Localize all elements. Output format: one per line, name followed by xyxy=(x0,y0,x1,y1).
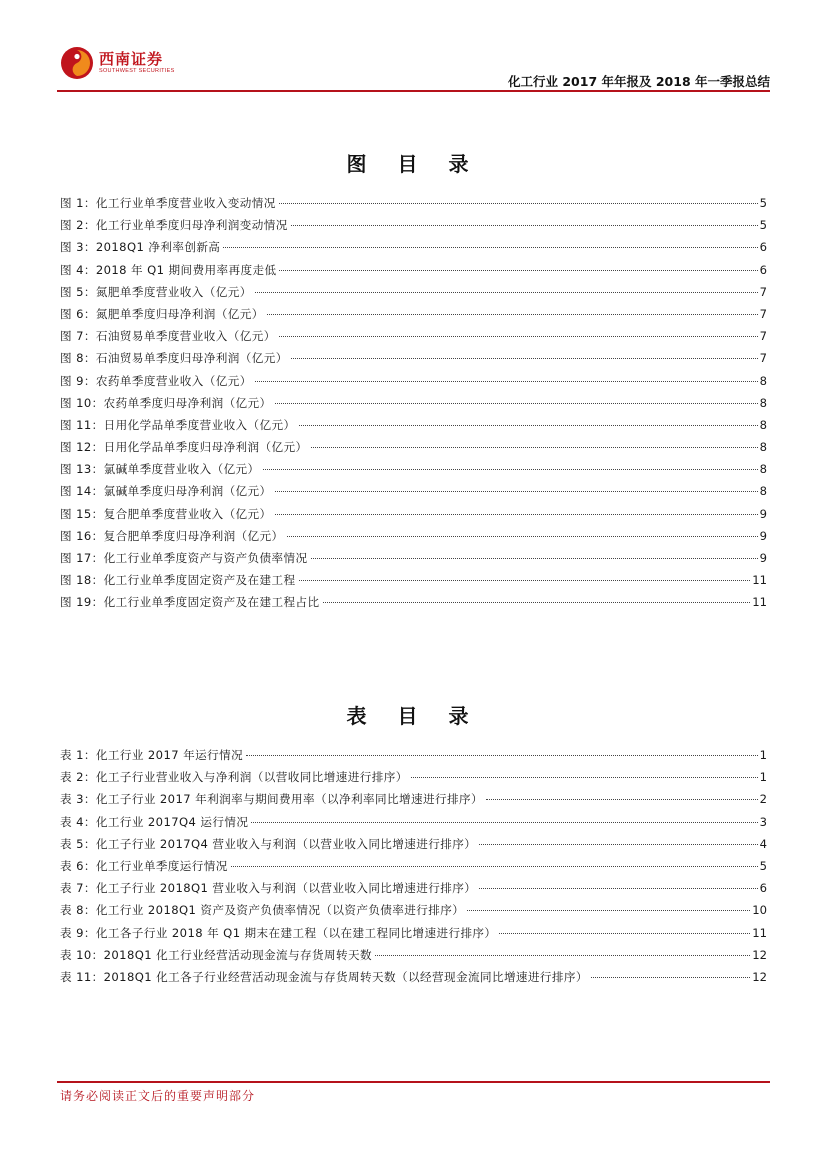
figure-toc-entry[interactable] xyxy=(60,214,767,236)
toc-entry-page: 6 xyxy=(759,240,767,255)
figure-toc-entry[interactable] xyxy=(60,392,767,414)
table-toc-entry[interactable] xyxy=(60,899,767,921)
toc-entry-label: 图 1：化工行业单季度营业收入变动情况 xyxy=(60,196,276,210)
figure-toc-entry[interactable] xyxy=(60,547,767,569)
table-toc-entry[interactable] xyxy=(60,944,767,966)
toc-entry-label: 图 17：化工行业单季度资产与资产负债率情况 xyxy=(60,551,308,565)
toc-entry-label: 图 12：日用化学品单季度归母净利润（亿元） xyxy=(60,440,308,455)
logo-english-name: SOUTHWEST SECURITIES xyxy=(99,68,175,74)
toc-leader-dots xyxy=(279,270,757,271)
toc-entry-page: 5 xyxy=(759,858,767,873)
toc-leader-dots xyxy=(251,822,757,823)
toc-entry-label: 表 8：化工行业 2018Q1 资产及资产负债率情况（以资产负债率进行排序） xyxy=(60,903,465,918)
toc-entry-label: 表 3：化工子行业 2017 年利润率与期间费用率（以净利率同比增速进行排序） xyxy=(60,792,483,807)
toc-entry-label: 表 5：化工子行业 2017Q4 营业收入与利润（以营业收入同比增速进行排序） xyxy=(60,836,477,851)
toc-entry-page: 9 xyxy=(759,551,767,565)
toc-entry-page: 7 xyxy=(759,329,767,344)
figure-toc-entry[interactable] xyxy=(60,281,767,303)
toc-leader-dots xyxy=(375,955,750,956)
figure-toc-entry[interactable] xyxy=(60,370,767,392)
toc-entry-page: 8 xyxy=(759,440,767,455)
toc-leader-dots xyxy=(255,381,758,382)
toc-entry-page: 4 xyxy=(759,836,767,851)
toc-entry-page: 7 xyxy=(759,284,767,299)
toc-entry-page: 9 xyxy=(759,528,767,543)
figure-toc-entry[interactable] xyxy=(60,303,767,325)
toc-entry-label: 表 6：化工行业单季度运行情况 xyxy=(60,858,228,873)
figure-toc-entry[interactable] xyxy=(60,480,767,502)
toc-entry-page: 2 xyxy=(759,792,767,807)
table-toc-entry[interactable] xyxy=(60,833,767,855)
toc-leader-dots xyxy=(246,755,758,756)
table-toc-entry[interactable] xyxy=(60,966,767,988)
toc-entry-page: 12 xyxy=(752,969,767,984)
toc-leader-dots xyxy=(223,247,757,248)
figure-toc-entry[interactable] xyxy=(60,436,767,458)
toc-entry-page: 6 xyxy=(759,881,767,896)
figure-toc-entry[interactable] xyxy=(60,347,767,369)
toc-leader-dots xyxy=(411,777,758,778)
toc-entry-page: 11 xyxy=(752,595,767,610)
toc-entry-label: 图 13：氯碱单季度营业收入（亿元） xyxy=(60,462,260,477)
toc-leader-dots xyxy=(299,580,751,581)
toc-entry-label: 图 11：日用化学品单季度营业收入（亿元） xyxy=(60,417,296,432)
toc-leader-dots xyxy=(275,514,758,515)
toc-leader-dots xyxy=(311,447,758,448)
toc-entry-label: 图 16：复合肥单季度归母净利润（亿元） xyxy=(60,528,284,543)
table-toc-title: 表 目 录 xyxy=(346,704,481,728)
toc-entry-label: 表 1：化工行业 2017 年运行情况 xyxy=(60,748,244,762)
toc-entry-page: 9 xyxy=(759,506,767,521)
toc-entry-page: 1 xyxy=(759,770,767,785)
toc-entry-label: 图 5：氮肥单季度营业收入（亿元） xyxy=(60,284,252,299)
toc-entry-page: 7 xyxy=(759,351,767,366)
toc-entry-page: 8 xyxy=(759,462,767,477)
company-logo xyxy=(60,46,175,80)
toc-leader-dots xyxy=(479,844,757,845)
toc-entry-label: 图 19：化工行业单季度固定资产及在建工程占比 xyxy=(60,595,320,610)
header-divider xyxy=(57,90,770,92)
figure-toc-entry[interactable] xyxy=(60,259,767,281)
toc-entry-label: 图 9：农药单季度营业收入（亿元） xyxy=(60,373,252,388)
toc-leader-dots xyxy=(323,602,751,603)
table-toc-entry[interactable] xyxy=(60,877,767,899)
toc-leader-dots xyxy=(279,203,758,204)
figure-toc-list xyxy=(60,192,767,614)
toc-entry-page: 6 xyxy=(759,262,767,277)
page-header xyxy=(60,46,770,92)
toc-entry-label: 图 14：氯碱单季度归母净利润（亿元） xyxy=(60,484,272,499)
figure-toc-entry[interactable] xyxy=(60,503,767,525)
toc-entry-label: 图 2：化工行业单季度归母净利润变动情况 xyxy=(60,218,288,233)
toc-entry-label: 表 4：化工行业 2017Q4 运行情况 xyxy=(60,814,249,829)
logo-mark-icon xyxy=(60,46,94,80)
toc-leader-dots xyxy=(299,425,758,426)
toc-entry-label: 图 18：化工行业单季度固定资产及在建工程 xyxy=(60,573,296,588)
toc-entry-label: 图 3：2018Q1 净利率创新高 xyxy=(60,240,221,255)
toc-leader-dots xyxy=(275,403,758,404)
toc-entry-label: 图 10：农药单季度归母净利润（亿元） xyxy=(60,395,272,410)
toc-entry-page: 7 xyxy=(759,306,767,321)
toc-entry-page: 11 xyxy=(752,573,767,588)
table-toc-entry[interactable] xyxy=(60,788,767,810)
figure-toc-title: 图 目 录 xyxy=(346,152,481,176)
footer-disclaimer: 请务必阅读正文后的重要声明部分 xyxy=(60,1089,256,1103)
toc-entry-label: 表 7：化工子行业 2018Q1 营业收入与利润（以营业收入同比增速进行排序） xyxy=(60,881,477,896)
toc-entry-label: 图 7：石油贸易单季度营业收入（亿元） xyxy=(60,329,276,344)
table-toc-entry[interactable] xyxy=(60,811,767,833)
toc-leader-dots xyxy=(591,977,750,978)
toc-leader-dots xyxy=(311,558,758,559)
toc-entry-page: 8 xyxy=(759,373,767,388)
toc-leader-dots xyxy=(479,888,757,889)
toc-entry-label: 图 15：复合肥单季度营业收入（亿元） xyxy=(60,506,272,521)
toc-leader-dots xyxy=(231,866,758,867)
toc-entry-label: 图 8：石油贸易单季度归母净利润（亿元） xyxy=(60,351,288,366)
toc-entry-page: 8 xyxy=(759,395,767,410)
toc-entry-page: 12 xyxy=(752,947,767,962)
toc-entry-label: 表 2：化工子行业营业收入与净利润（以营收同比增速进行排序） xyxy=(60,770,408,785)
toc-leader-dots xyxy=(255,292,758,293)
footer-divider xyxy=(57,1081,770,1083)
report-title: 化工行业 2017 年年报及 2018 年一季报总结 xyxy=(508,74,770,89)
toc-entry-label: 图 4：2018 年 Q1 期间费用率再度走低 xyxy=(60,262,277,277)
table-toc-entry[interactable] xyxy=(60,766,767,788)
figure-toc-entry[interactable] xyxy=(60,458,767,480)
logo-chinese-name: 西南证券 xyxy=(99,50,164,68)
figure-toc-entry[interactable] xyxy=(60,192,767,214)
toc-entry-label: 表 11：2018Q1 化工各子行业经营活动现金流与存货周转天数（以经营现金流同比增速进行排序） xyxy=(60,969,588,984)
toc-entry-page: 11 xyxy=(752,925,767,940)
toc-entry-page: 8 xyxy=(759,484,767,499)
toc-leader-dots xyxy=(486,799,758,800)
toc-leader-dots xyxy=(287,536,758,537)
table-toc-list xyxy=(60,744,767,988)
toc-entry-page: 1 xyxy=(759,748,767,762)
figure-toc-entry[interactable] xyxy=(60,525,767,547)
toc-entry-page: 5 xyxy=(759,218,767,233)
toc-entry-label: 表 9：化工各子行业 2018 年 Q1 期末在建工程（以在建工程同比增速进行排序） xyxy=(60,925,497,940)
toc-entry-page: 5 xyxy=(759,196,767,210)
toc-leader-dots xyxy=(275,491,758,492)
toc-leader-dots xyxy=(291,358,758,359)
figure-toc-entry[interactable] xyxy=(60,236,767,258)
toc-entry-page: 10 xyxy=(752,903,767,918)
table-toc-entry[interactable] xyxy=(60,744,767,766)
table-toc-entry[interactable] xyxy=(60,922,767,944)
toc-leader-dots xyxy=(467,910,750,911)
figure-toc-entry[interactable] xyxy=(60,325,767,347)
toc-leader-dots xyxy=(279,336,758,337)
toc-entry-page: 3 xyxy=(759,814,767,829)
figure-toc-entry[interactable] xyxy=(60,591,767,613)
figure-toc-entry[interactable] xyxy=(60,414,767,436)
toc-entry-label: 图 6：氮肥单季度归母净利润（亿元） xyxy=(60,306,264,321)
toc-entry-page: 8 xyxy=(759,417,767,432)
table-toc-entry[interactable] xyxy=(60,855,767,877)
toc-leader-dots xyxy=(267,314,758,315)
toc-entry-label: 表 10：2018Q1 化工行业经营活动现金流与存货周转天数 xyxy=(60,947,373,962)
figure-toc-entry[interactable] xyxy=(60,569,767,591)
toc-leader-dots xyxy=(499,933,750,934)
toc-leader-dots xyxy=(291,225,758,226)
toc-leader-dots xyxy=(263,469,758,470)
